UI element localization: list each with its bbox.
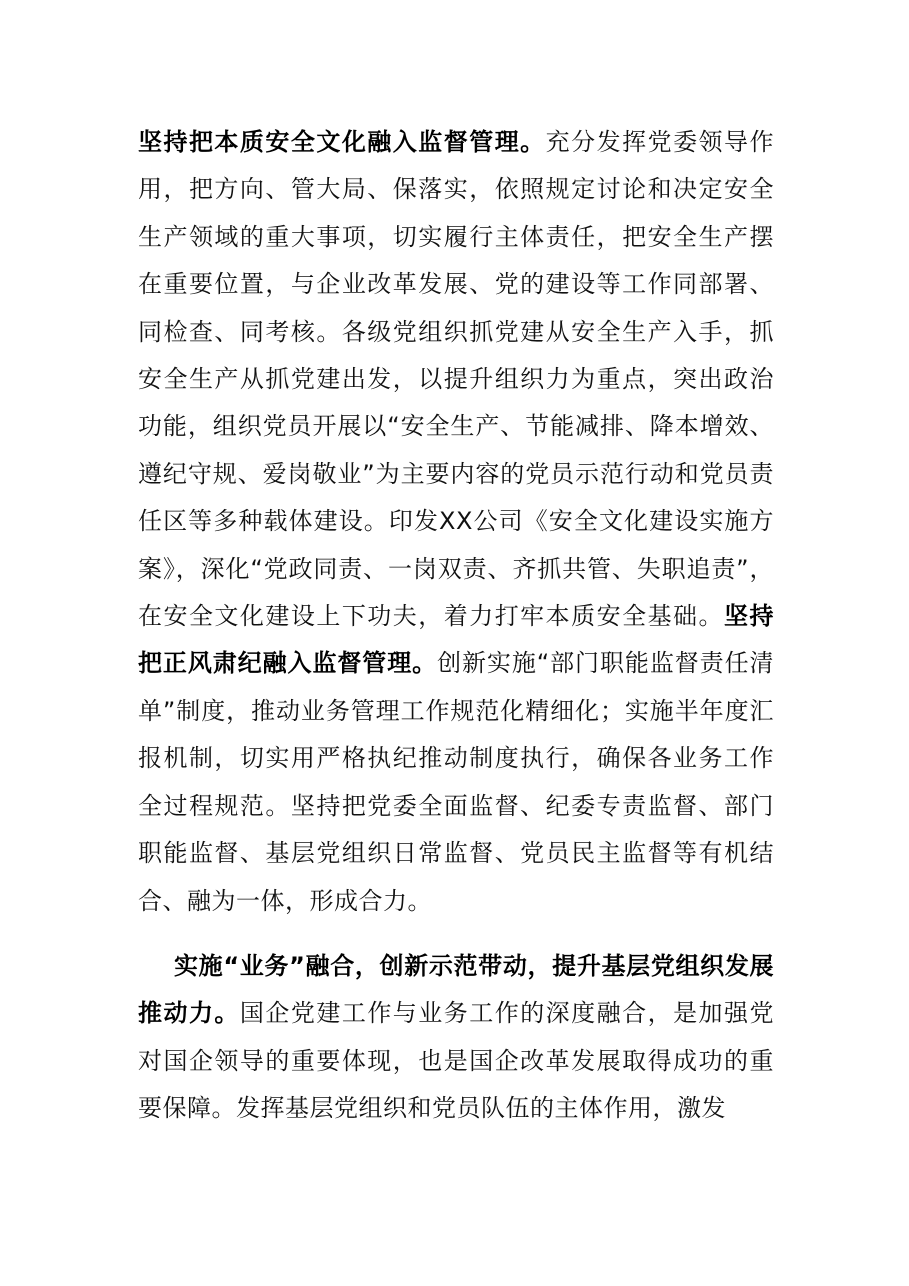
paragraph-business-integration	[138, 943, 774, 1133]
body-business-integration: 国企党建工作与业务工作的深度融合，是加强党对国企领导的重要体现，也是国企改革发展取得成功的重要保障。发挥基层党组织和党员队伍的主体作用，激发	[138, 999, 775, 1123]
heading-discipline: 坚持把正风肃纪融入监督管理。	[138, 602, 775, 678]
body-safety-culture: 充分发挥党委领导作用，把方向、管大局、保落实，依照规定讨论和决定安全生产领域的重大事项，切实履行主体责任，把安全生产摆在重要位置，与企业改革发展、党的建设等工作同部署、同检查、同考核。各级党组织抓党建从安全生产入手，抓安全生产从抓党建出发，以提升组织力为重点，突出政治功能，组织党员开展以“安全生产、节能减排、降本增效、遵纪守规、爱岗敬业”为主要内容的党员示范行动和党员责任区等多种载体建设。印发XX公司《安全文化建设实施方案》，深化“党政同责、一岗双责、齐抓共管、失职追责”，在安全文化建设上下功夫，着力打牢本质安全基础。	[138, 128, 775, 631]
heading-business-integration: 实施“业务”融合，创新示范带动，提升基层党组织发展推动力。	[138, 952, 774, 1028]
body-discipline: 创新实施“部门职能监督责任清单”制度，推动业务管理工作规范化精细化；实施半年度汇报机制，切实用严格执纪推动制度执行，确保各业务工作全过程规范。坚持把党委全面监督、纪委专责监督、部门职能监督、基层党组织日常监督、党员民主监督等有机结合、融为一体，形成合力。	[138, 649, 775, 915]
heading-safety-culture: 坚持把本质安全文化融入监督管理。	[138, 128, 546, 156]
paragraph-supervision	[138, 119, 774, 925]
